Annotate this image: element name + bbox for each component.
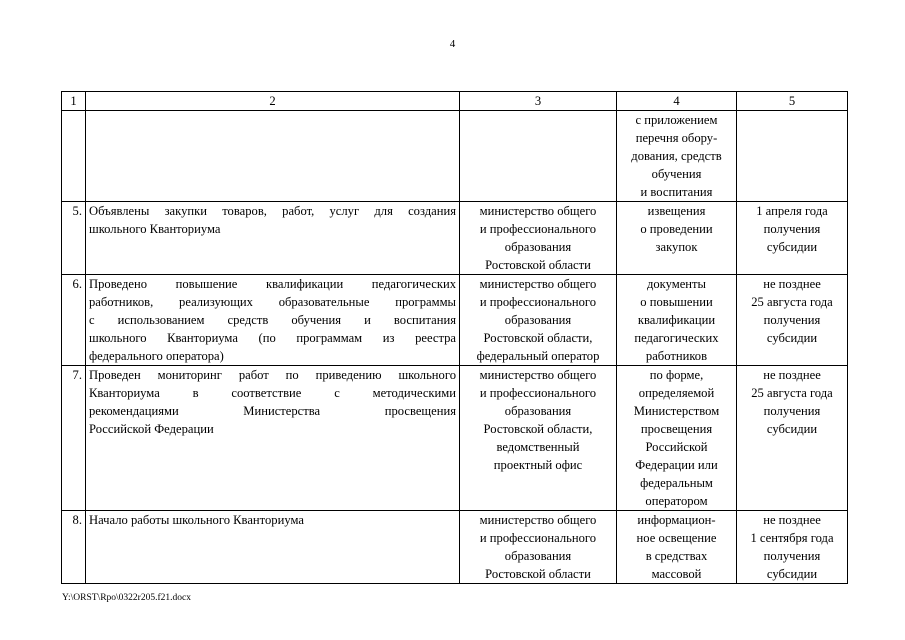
cell-line: рекомендациями Министерства просвещения: [89, 404, 456, 418]
deadline-cell: [737, 366, 848, 511]
row-number-cell: [62, 111, 86, 202]
responsible-cell: [460, 202, 617, 275]
cell-line: федеральным: [640, 476, 713, 490]
cell-line: федерального оператора): [89, 349, 224, 363]
responsible-cell: [460, 111, 617, 202]
cell-line: школьного Кванториума: [89, 222, 221, 236]
table-row: [62, 511, 848, 584]
cell-line: субсидии: [766, 240, 818, 254]
cell-line: дования, средств: [631, 149, 722, 163]
cell-line: о проведении: [640, 222, 713, 236]
cell-line: с использованием средств обучения и воспитания: [89, 313, 456, 327]
event-cell: [86, 275, 460, 366]
row-number-cell: 7.: [62, 366, 86, 511]
deadline-cell: [737, 275, 848, 366]
document-cell: [617, 111, 737, 202]
cell-line: не позднее: [763, 368, 821, 382]
cell-line: ведомственный: [496, 440, 580, 454]
table-row-continuation: [62, 111, 848, 202]
cell-line: Ростовской области: [485, 567, 591, 581]
cell-line: министерство общего: [479, 204, 597, 218]
cell-line: и профессионального: [479, 222, 597, 236]
cell-line: образования: [504, 313, 572, 327]
cell-line: Проведен мониторинг работ по приведению школьного: [89, 368, 456, 382]
column-header: 4: [617, 92, 737, 111]
table-row: [62, 366, 848, 511]
document-cell: [617, 202, 737, 275]
cell-line: субсидии: [766, 422, 818, 436]
row-number-cell: 8.: [62, 511, 86, 584]
column-header: 2: [86, 92, 460, 111]
deadline-cell: [737, 202, 848, 275]
column-header: 3: [460, 92, 617, 111]
cell-line: 1 сентября года: [750, 531, 834, 545]
responsible-cell: [460, 366, 617, 511]
plan-table: [61, 91, 848, 584]
cell-line: закупок: [655, 240, 698, 254]
cell-line: субсидии: [766, 567, 818, 581]
cell-line: федеральный оператор: [476, 349, 600, 363]
cell-line: квалификации: [637, 313, 716, 327]
cell-line: и профессионального: [479, 531, 597, 545]
cell-line: Проведено повышение квалификации педагогических: [89, 277, 456, 291]
cell-line: Российской Федерации: [89, 422, 214, 436]
cell-line: массовой: [651, 567, 702, 581]
row-number-cell: 5.: [62, 202, 86, 275]
cell-line: образования: [504, 240, 572, 254]
cell-line: Ростовской области,: [483, 331, 593, 345]
cell-line: ное освещение: [636, 531, 717, 545]
cell-line: 25 августа года: [751, 386, 833, 400]
cell-line: Ростовской области,: [483, 422, 593, 436]
cell-line: министерство общего: [479, 368, 597, 382]
cell-line: Кванториума в соответствие с методическими: [89, 386, 456, 400]
deadline-cell: [737, 511, 848, 584]
cell-line: обучения: [651, 167, 702, 181]
cell-line: по форме,: [649, 368, 704, 382]
table-row: [62, 202, 848, 275]
cell-line: министерство общего: [479, 277, 597, 291]
cell-line: определяемой: [638, 386, 715, 400]
cell-line: просвещения: [640, 422, 713, 436]
cell-line: документы: [646, 277, 707, 291]
document-cell: [617, 511, 737, 584]
responsible-cell: [460, 511, 617, 584]
cell-line: работников, реализующих образовательные программы: [89, 295, 456, 309]
cell-line: Федерации или: [635, 458, 718, 472]
cell-line: Объявлены закупки товаров, работ, услуг для создания: [89, 204, 456, 218]
responsible-cell: [460, 275, 617, 366]
document-cell: [617, 275, 737, 366]
cell-line: работников: [645, 349, 708, 363]
column-header: 5: [737, 92, 848, 111]
cell-line: оператором: [645, 494, 708, 508]
cell-line: проектный офис: [493, 458, 583, 472]
cell-line: и профессионального: [479, 386, 597, 400]
event-cell: [86, 111, 460, 202]
cell-line: и профессионального: [479, 295, 597, 309]
page-number: 4: [449, 38, 456, 50]
event-cell: [86, 202, 460, 275]
cell-line: информацион-: [637, 513, 716, 527]
cell-line: школьного Кванториума (по программам из реестра: [89, 331, 456, 345]
cell-line: получения: [763, 404, 821, 418]
cell-line: и воспитания: [640, 185, 713, 199]
cell-line: не позднее: [763, 277, 821, 291]
cell-line: образования: [504, 549, 572, 563]
cell-line: получения: [763, 313, 821, 327]
deadline-cell: [737, 111, 848, 202]
row-number-cell: 6.: [62, 275, 86, 366]
cell-line: министерство общего: [479, 513, 597, 527]
cell-line: педагогических: [634, 331, 719, 345]
cell-line: в средствах: [645, 549, 708, 563]
cell-line: извещения: [647, 204, 706, 218]
cell-line: 1 апреля года: [756, 204, 828, 218]
table-row: [62, 275, 848, 366]
cell-line: с приложением: [635, 113, 718, 127]
cell-line: образования: [504, 404, 572, 418]
event-cell: [86, 366, 460, 511]
cell-line: субсидии: [766, 331, 818, 345]
cell-line: о повышении: [640, 295, 713, 309]
cell-line: получения: [763, 549, 821, 563]
cell-line: получения: [763, 222, 821, 236]
cell-line: перечня обору-: [635, 131, 718, 145]
file-path-footer: Y:\ORST\Rpo\0322r205.f21.docx: [62, 593, 191, 603]
column-header: 1: [62, 92, 86, 111]
event-cell: [86, 511, 460, 584]
cell-line: 25 августа года: [751, 295, 833, 309]
cell-line: Ростовской области: [485, 258, 591, 272]
cell-line: Министерством: [633, 404, 720, 418]
table-header-row: [62, 92, 848, 111]
cell-line: не позднее: [763, 513, 821, 527]
cell-line: Российской: [645, 440, 708, 454]
document-cell: [617, 366, 737, 511]
cell-line: Начало работы школьного Кванториума: [89, 513, 304, 527]
